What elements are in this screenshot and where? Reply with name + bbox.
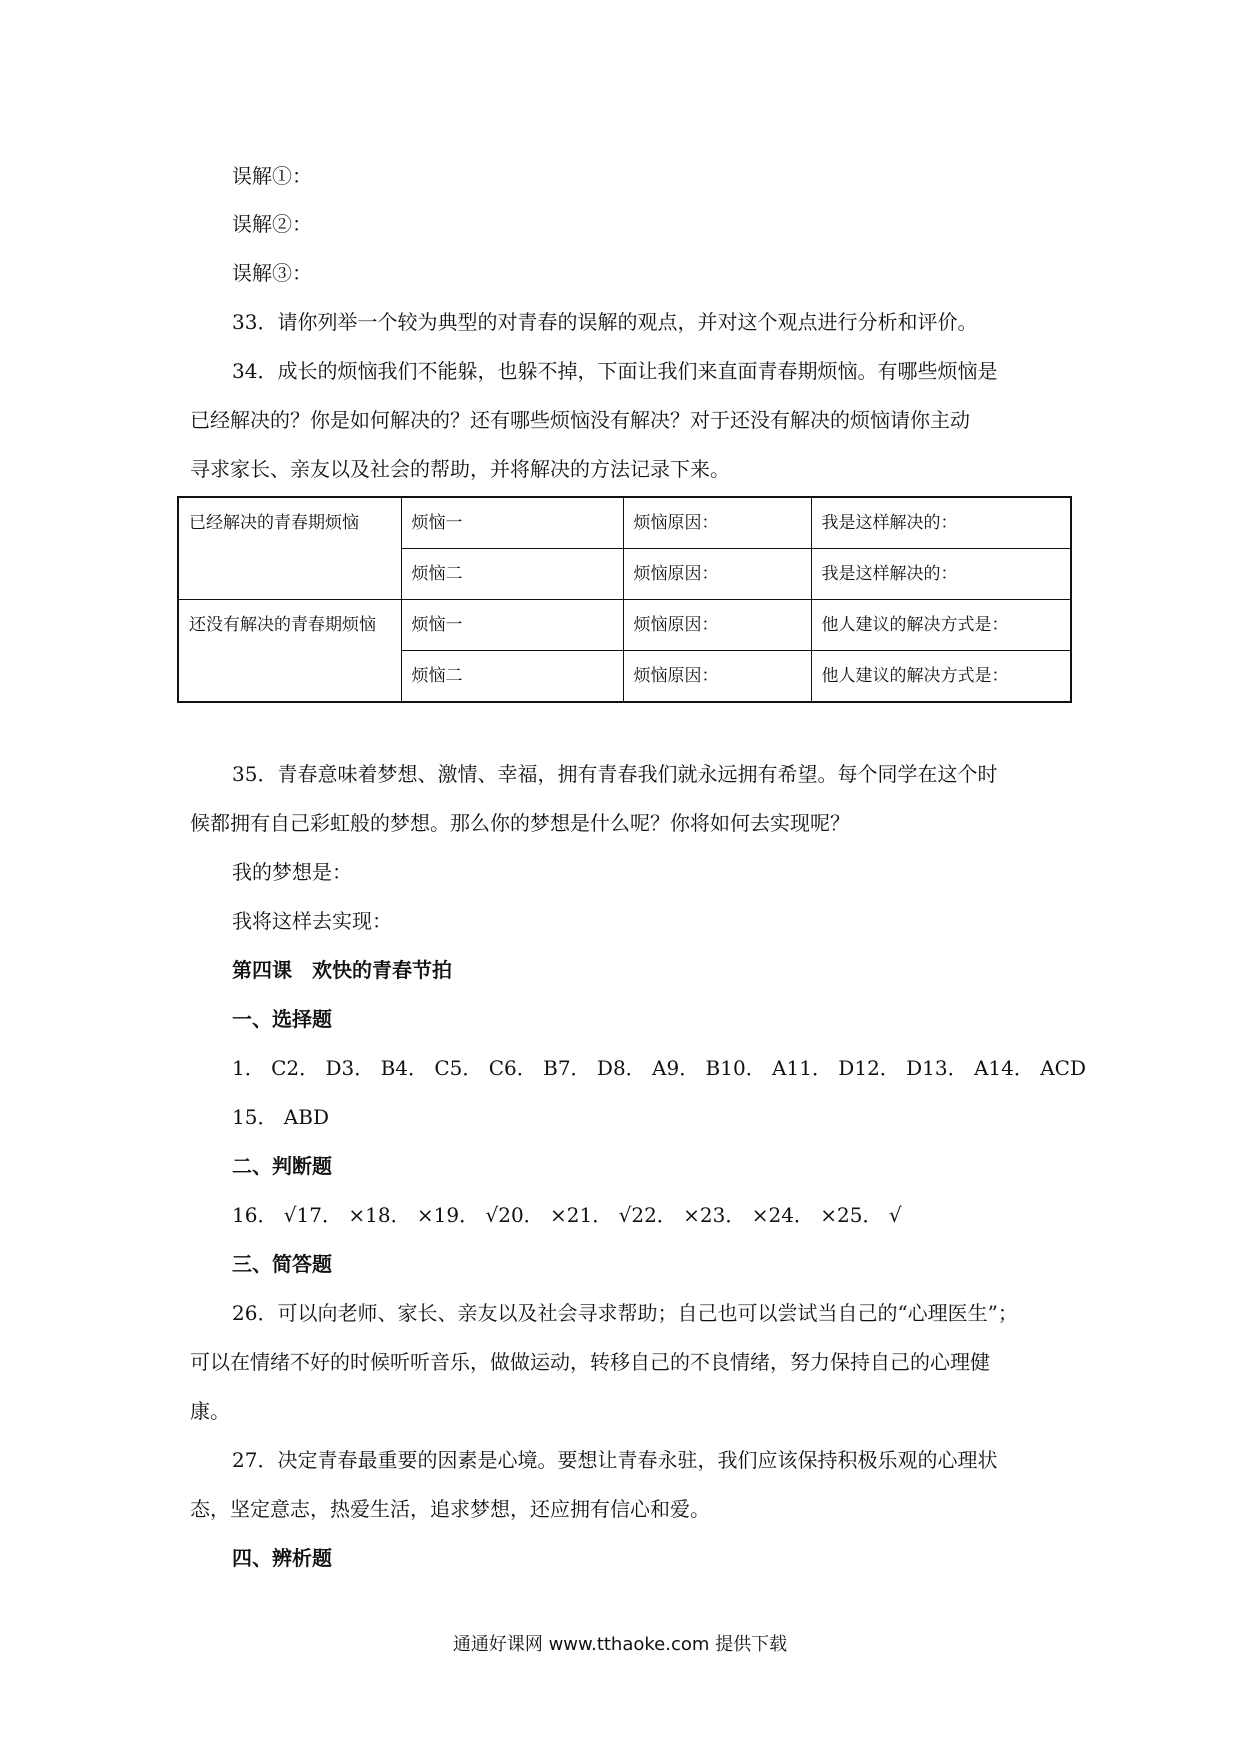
misunderstanding-3: 误解③： xyxy=(232,261,312,285)
question-34-line-2: 已经解决的？你是如何解决的？还有哪些烦恼没有解决？对于还没有解决的烦恼请你主动 xyxy=(190,408,970,432)
table-row xyxy=(178,600,1071,651)
question-34-line-1: 34．成长的烦恼我们不能躲，也躲不掉，下面让我们来直面青春期烦恼。有哪些烦恼是 xyxy=(232,359,998,383)
section-1-answers-line-2: 15． ABD xyxy=(232,1105,329,1129)
method-cell: 我是这样解决的： xyxy=(811,497,1071,549)
section-4-title: 四、辨析题 xyxy=(232,1546,332,1570)
question-35-line-2: 候都拥有自己彩虹般的梦想。那么你的梦想是什么呢？你将如何去实现呢？ xyxy=(190,811,850,835)
answer-27-line-2: 态，坚定意志，热爱生活，追求梦想，还应拥有信心和爱。 xyxy=(190,1497,710,1521)
method-cell: 他人建议的解决方式是： xyxy=(811,651,1071,703)
section-1-answers-line-1: 1． C2． D3． B4． C5． C6． B7． D8． A9． B10． A11． D12． D13． A14． ACD xyxy=(232,1056,1087,1080)
section-2-answers: 16． √17． ×18． ×19． √20． ×21． √22． ×23． ×24． ×25． √ xyxy=(232,1203,902,1227)
how-to-realize-prompt: 我将这样去实现： xyxy=(232,909,392,933)
trouble-cell: 烦恼一 xyxy=(401,497,623,549)
answer-26-line-2: 可以在情绪不好的时候听听音乐，做做运动，转移自己的不良情绪，努力保持自己的心理健 xyxy=(190,1350,990,1374)
question-35-line-1: 35．青春意味着梦想、激情、幸福，拥有青春我们就永远拥有希望。每个同学在这个时 xyxy=(232,762,998,786)
page-footer: 通通好课网 www.tthaoke.com 提供下载 xyxy=(452,1634,788,1655)
my-dream-prompt: 我的梦想是： xyxy=(232,860,352,884)
trouble-cell: 烦恼二 xyxy=(401,651,623,703)
cause-cell: 烦恼原因： xyxy=(623,497,811,549)
trouble-table xyxy=(177,496,1072,703)
solved-troubles-header: 已经解决的青春期烦恼 xyxy=(178,497,401,600)
answer-26-line-1: 26．可以向老师、家长、亲友以及社会寻求帮助；自己也可以尝试当自己的“心理医生”； xyxy=(232,1301,1018,1325)
trouble-cell: 烦恼二 xyxy=(401,549,623,600)
trouble-cell: 烦恼一 xyxy=(401,600,623,651)
question-34-line-3: 寻求家长、亲友以及社会的帮助，并将解决的方法记录下来。 xyxy=(190,457,730,481)
misunderstanding-2: 误解②： xyxy=(232,212,312,236)
unsolved-troubles-header: 还没有解决的青春期烦恼 xyxy=(178,600,401,703)
answer-26-line-3: 康。 xyxy=(190,1399,230,1423)
method-cell: 他人建议的解决方式是： xyxy=(811,600,1071,651)
answer-27-line-1: 27．决定青春最重要的因素是心境。要想让青春永驻，我们应该保持积极乐观的心理状 xyxy=(232,1448,998,1472)
cause-cell: 烦恼原因： xyxy=(623,549,811,600)
section-1-title: 一、选择题 xyxy=(232,1007,332,1031)
method-cell: 我是这样解决的： xyxy=(811,549,1071,600)
question-33: 33．请你列举一个较为典型的对青春的误解的观点，并对这个观点进行分析和评价。 xyxy=(232,310,978,334)
cause-cell: 烦恼原因： xyxy=(623,651,811,703)
cause-cell: 烦恼原因： xyxy=(623,600,811,651)
section-2-title: 二、判断题 xyxy=(232,1154,332,1178)
section-3-title: 三、简答题 xyxy=(232,1252,332,1276)
misunderstanding-1: 误解①： xyxy=(232,164,312,188)
lesson-title: 第四课 欢快的青春节拍 xyxy=(232,958,452,982)
table-row xyxy=(178,497,1071,549)
